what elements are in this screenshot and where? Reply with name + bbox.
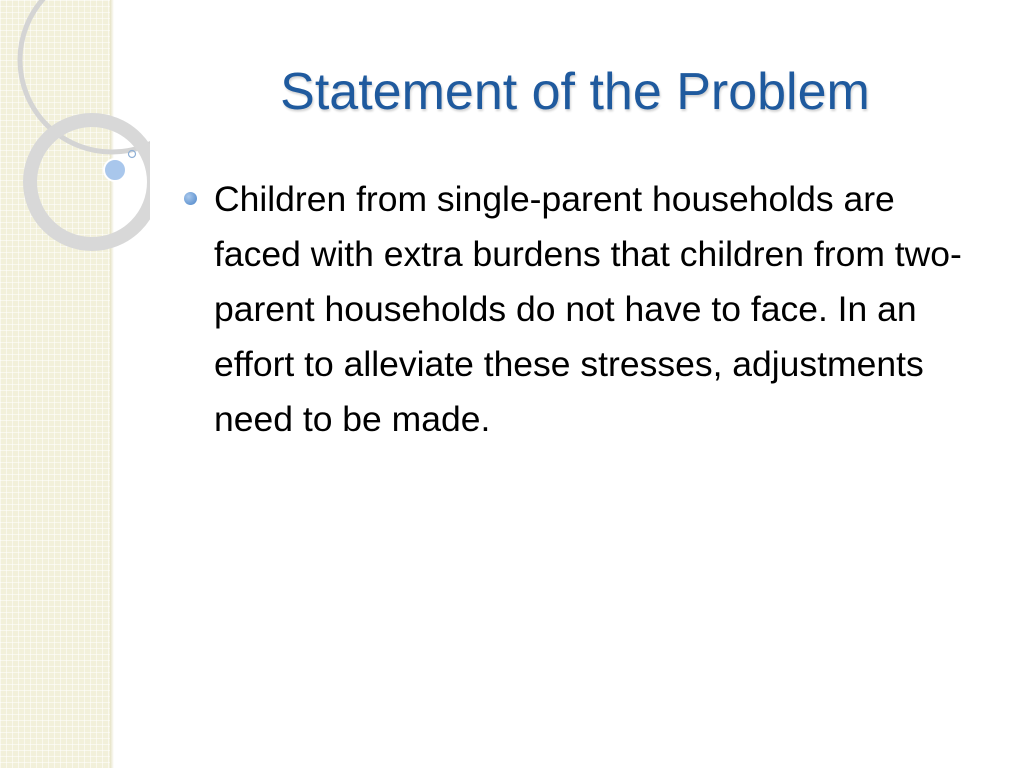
bullet-icon	[184, 192, 197, 205]
bullet-text: Children from single-parent households are faced with extra burdens that children from two-parent households do not have to face. In an effort to alleviate these stresses, adjustments need to be made.	[214, 179, 962, 439]
medium-ring	[30, 120, 150, 244]
orb-decor	[104, 159, 126, 181]
bullet-item	[182, 172, 982, 447]
slide-title: Statement of the Problem	[280, 63, 870, 121]
decorative-rings	[0, 0, 150, 260]
slide-body	[182, 172, 982, 447]
